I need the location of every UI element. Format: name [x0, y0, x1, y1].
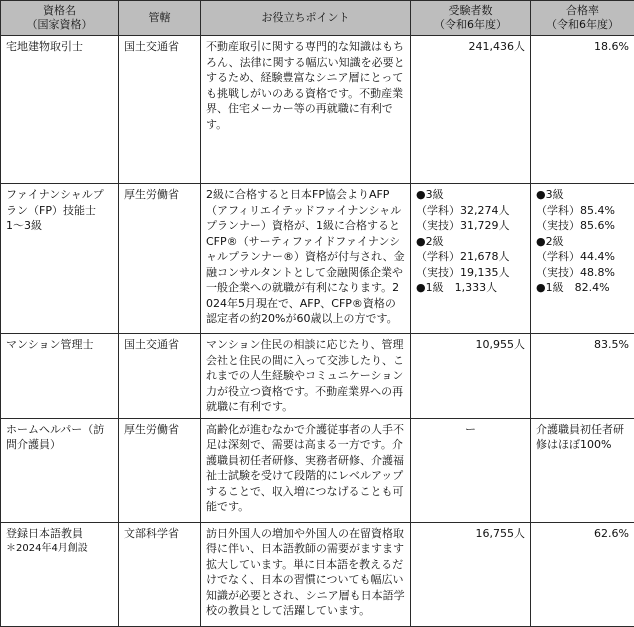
header-applicants [411, 1, 531, 36]
ministry-cell: 国土交通省 [119, 36, 201, 184]
header-pass-rate-line1: 合格率 [534, 4, 631, 18]
pass-rate-cell [531, 36, 634, 184]
ministry-cell: 文部科学省 [119, 522, 201, 626]
applicants-value: 241,436人 [416, 39, 525, 55]
pass-rate-value: ●3級 [536, 187, 629, 203]
qualification-name: 宅地建物取引士 [6, 39, 113, 55]
table-row [1, 522, 634, 626]
applicants-value: 16,755人 [416, 526, 525, 542]
header-points: お役立ちポイント [201, 1, 411, 36]
points-cell: マンション住民の相談に応じたり、管理会社と住民の間に入って交渉したり、これまでの人生経験やコミュニケーション力が役立つ資格です。不動産業界への再就職に有利です。 [201, 334, 411, 419]
pass-rate-cell [531, 184, 634, 334]
qualification-name-cell [1, 184, 119, 334]
qualification-name: ホームヘルパー（訪問介護員） [6, 422, 113, 453]
pass-rate-value: 18.6% [536, 39, 629, 55]
applicants-cell [411, 184, 531, 334]
table-row [1, 418, 634, 522]
header-applicants-line1: 受験者数 [414, 4, 527, 18]
header-pass-rate [531, 1, 634, 36]
table-row [1, 184, 634, 334]
applicants-value: ●3級 [416, 187, 525, 203]
qualification-name-cell [1, 418, 119, 522]
ministry-cell: 厚生労働省 [119, 418, 201, 522]
pass-rate-value: 62.6% [536, 526, 629, 542]
header-name-line1: 資格名 [4, 4, 115, 18]
pass-rate-value: （実技）48.8% [536, 265, 629, 281]
pass-rate-value: ●2級 [536, 234, 629, 250]
applicants-value: ー [416, 422, 525, 438]
header-name [1, 1, 119, 36]
applicants-cell [411, 334, 531, 419]
applicants-value: 10,955人 [416, 337, 525, 353]
header-ministry: 管轄 [119, 1, 201, 36]
ministry-cell: 国土交通省 [119, 334, 201, 419]
qualification-name: 登録日本語教員 [6, 526, 113, 542]
pass-rate-cell [531, 334, 634, 419]
qualification-name-cell [1, 522, 119, 626]
qualification-name: マンション管理士 [6, 337, 113, 353]
applicants-value: （学科）21,678人 [416, 249, 525, 265]
pass-rate-value: （学科）44.4% [536, 249, 629, 265]
table-row [1, 36, 634, 184]
applicants-cell [411, 522, 531, 626]
applicants-value: （学科）32,274人 [416, 203, 525, 219]
header-pass-rate-line2: （令和6年度） [534, 18, 631, 32]
qualification-note: ＊2024年4月創設 [6, 541, 113, 557]
qualification-name-cell [1, 334, 119, 419]
points-cell: 2級に合格すると日本FP協会よりAFP（アフィリエイテッドファイナンシャルプランナー）資格が、1級に合格するとCFP®（サーティファイドファイナンシャルプランナー®）資格が付与され、金融コンサルタントとして金融関係企業や一般企業への就職が有利になります。2024年5月現在で、AFP、CFP®資格の認定者の約20%が60歳以上の方です。 [201, 184, 411, 334]
pass-rate-value: （学科）85.4% [536, 203, 629, 219]
pass-rate-value: 介護職員初任者研修はほぼ100% [536, 422, 629, 453]
pass-rate-value: ●1級 82.4% [536, 280, 629, 296]
ministry-cell: 厚生労働省 [119, 184, 201, 334]
applicants-cell [411, 418, 531, 522]
applicants-cell [411, 36, 531, 184]
points-cell: 高齢化が進むなかで介護従事者の人手不足は深刻で、需要は高まる一方です。介護職員初任者研修、実務者研修、介護福祉士試験を受けて段階的にレベルアップすることで、収入増につなげることも可能です。 [201, 418, 411, 522]
applicants-value: （実技）31,729人 [416, 218, 525, 234]
applicants-value: （実技）19,135人 [416, 265, 525, 281]
header-name-line2: （国家資格） [4, 18, 115, 32]
pass-rate-cell [531, 522, 634, 626]
qualification-name: ファイナンシャルプラン（FP）技能士 1〜3級 [6, 187, 113, 234]
pass-rate-cell [531, 418, 634, 522]
qualification-name-cell [1, 36, 119, 184]
points-cell: 訪日外国人の増加や外国人の在留資格取得に伴い、日本語教師の需要がますます拡大しています。単に日本語を教えるだけでなく、日本の習慣についても幅広い知識が必要とされ、シニア層も日本語学校の教員として活躍しています。 [201, 522, 411, 626]
table-row [1, 334, 634, 419]
header-row [1, 1, 634, 36]
pass-rate-value: （実技）85.6% [536, 218, 629, 234]
applicants-value: ●2級 [416, 234, 525, 250]
header-applicants-line2: （令和6年度） [414, 18, 527, 32]
points-cell: 不動産取引に関する専門的な知識はもちろん、法律に関する幅広い知識を必要とするため、経験豊富なシニア層にとっても挑戦しがいのある資格です。不動産業界、住宅メーカー等の再就職に有利です。 [201, 36, 411, 184]
pass-rate-value: 83.5% [536, 337, 629, 353]
applicants-value: ●1級 1,333人 [416, 280, 525, 296]
